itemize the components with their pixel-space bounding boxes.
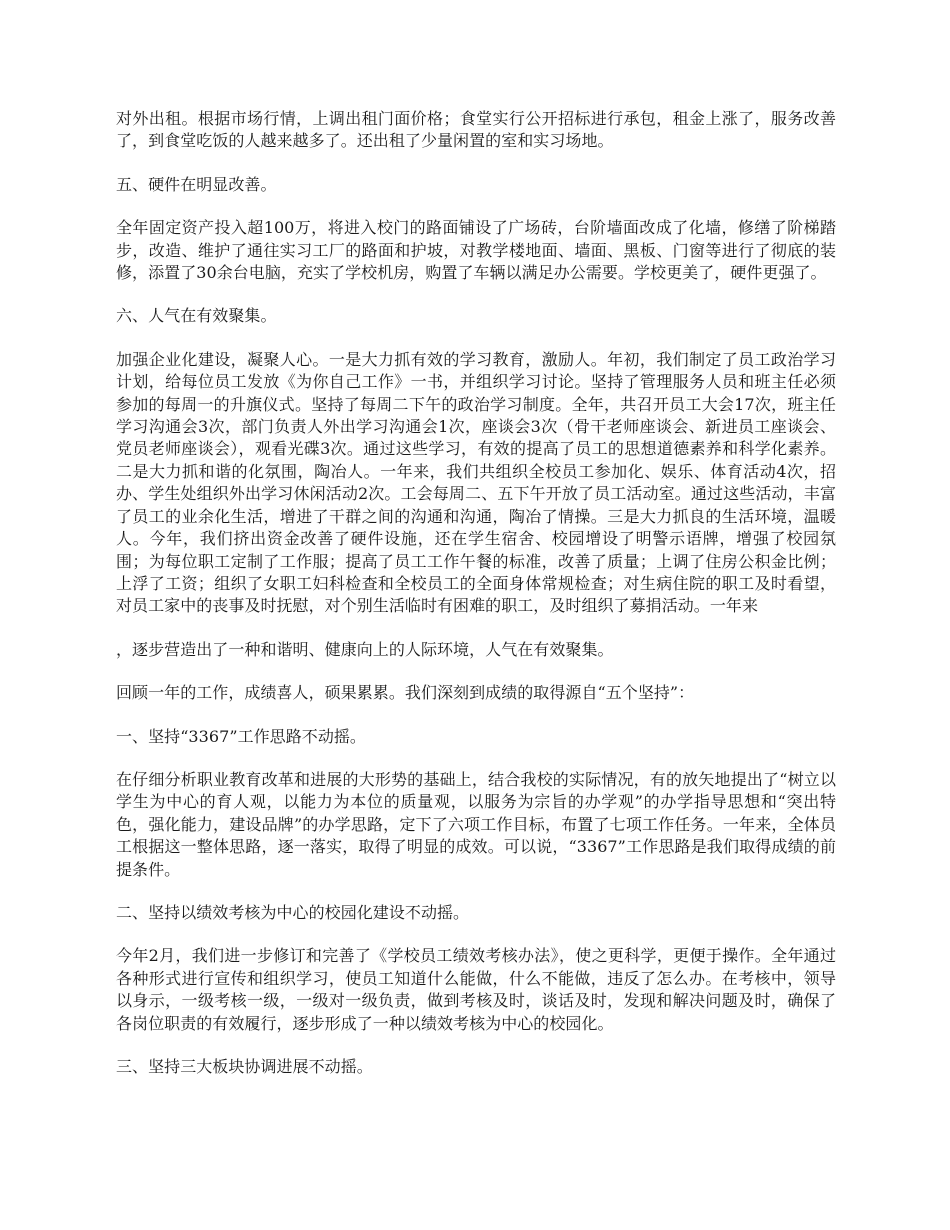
document-body — [116, 108, 836, 1078]
heading-performance: 二、坚持以绩效考核为中心的校园化建设不动摇。 — [116, 902, 470, 922]
paragraph-environment: ，逐步营造出了一种和谐明、健康向上的人际环境，人气在有效聚集。 — [116, 639, 614, 659]
heading-three-sectors: 三、坚持三大板块协调进展不动摇。 — [116, 1057, 373, 1076]
paragraph-performance: 今年2月，我们进一步修订和完善了《学校员工绩效考核办法》，使之更科学，更便于操作。全年通过各种形式进行宣传和组织学习，使员工知道什么能做，什么不能做，违反了怎么办。在考核中，领导以身示，一级考核一级，一级对一级负责，做到考核及时，谈话及时，发现和解决问题及时，确保了各岗位职责的有效履行，逐步形成了一种以绩效考核为中心的校园化。 — [116, 946, 836, 1033]
paragraph-3367: 在仔细分析职业教育改革和进展的大形势的基础上，结合我校的实际情况，有的放矢地提出了“树立以学生为中心的育人观，以能力为本位的质量观，以服务为宗旨的办学观”的办学指导思想和“突出特色，强化能力，建设品牌”的办学思路，定下了六项工作目标，布置了七项工作任务。一年来，全体员工根据这一整体思路，逐一落实，取得了明显的成效。可以说，“3367”工作思路是我们取得成绩的前提条件。 — [116, 769, 836, 879]
paragraph-review: 回顾一年的工作，成绩喜人，硕果累累。我们深刻到成绩的取得源自“五个坚持”： — [116, 683, 695, 703]
paragraph-hardware: 全年固定资产投入超100万，将进入校门的路面铺设了广场砖，台阶墙面改成了化墙，修缮了阶梯踏步，改造、维护了通往实习工厂的路面和护坡，对教学楼地面、墙面、黑板、门窗等进行了彻底的装修，添置了30余台电脑，充实了学校机房，购置了车辆以满足办公需要。学校更美了，硬件更强了。 — [116, 218, 836, 283]
paragraph-rental: 对外出租。根据市场行情，上调出租门面价格；食堂实行公开招标进行承包，租金上涨了，服务改善了，到食堂吃饭的人越来越多了。还出租了少量闲置的室和实习场地。 — [116, 109, 836, 151]
heading-hardware: 五、硬件在明显改善。 — [116, 174, 277, 194]
heading-3367: 一、坚持“3367”工作思路不动摇。 — [116, 726, 366, 746]
paragraph-culture: 加强企业化建设，凝聚人心。一是大力抓有效的学习教育，激励人。年初，我们制定了员工政治学习计划，给每位员工发放《为你自己工作》一书，并组织学习讨论。坚持了管理服务人员和班主任必须参加的每周一的升旗仪式。坚持了每周二下午的政治学习制度。全年，共召开员工大会17次，班主任学习沟通会3次，部门负责人外出学习沟通会1次，座谈会3次（骨干老师座谈会、新进员工座谈会、党员老师座谈会），观看光碟3次。通过这些学习，有效的提高了员工的思想道德素养和科学化素养。二是大力抓和谐的化氛围，陶冶人。一年来，我们共组织全校员工参加化、娱乐、体育活动4次，招办、学生处组织外出学习休闲活动2次。工会每周二、五下午开放了员工活动室。通过这些活动，丰富了员工的业余化生活，增进了干群之间的沟通和沟通，陶冶了情操。三是大力抓良的生活环境，温暖人。今年，我们挤出资金改善了硬件设施，还在学生宿舍、校园增设了明警示语牌，增强了校园氛围；为每位职工定制了工作服；提高了员工工作午餐的标准，改善了质量；上调了住房公积金比例；上浮了工资；组织了女职工妇科检查和全校员工的全面身体常规检查；对生病住院的职工及时看望，对员工家中的丧事及时抚慰，对个别生活临时有困难的职工，及时组织了募捐活动。一年来 — [116, 349, 836, 616]
heading-popularity: 六、人气在有效聚集。 — [116, 306, 277, 326]
